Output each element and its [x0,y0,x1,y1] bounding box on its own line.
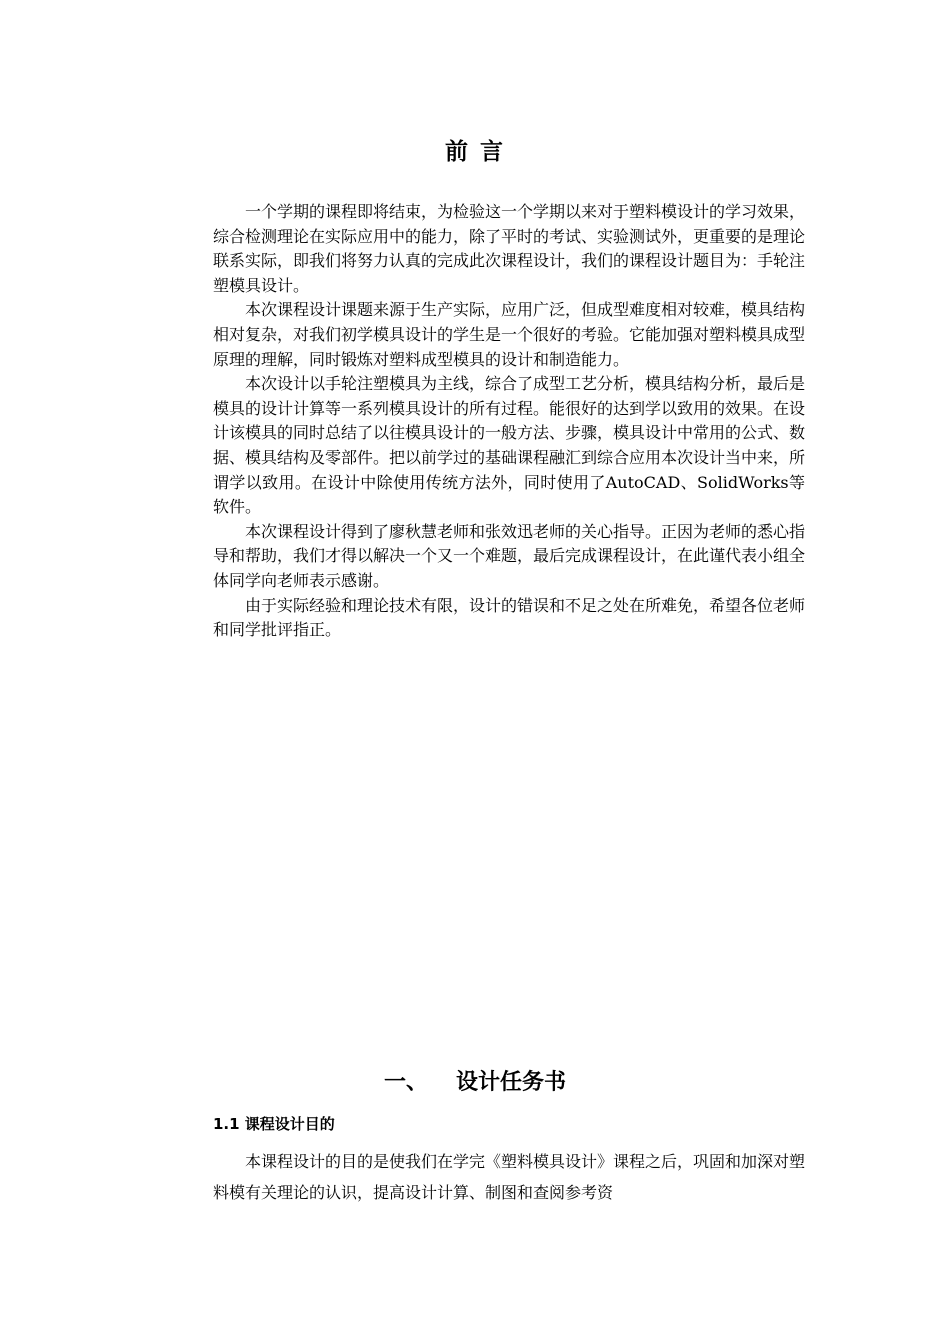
preface-paragraph: 本次课程设计得到了廖秋慧老师和张效迅老师的关心指导。正因为老师的悉心指导和帮助，我们才得以解决一个又一个难题，最后完成课程设计，在此谨代表小组全体同学向老师表示感谢。 [213,521,806,590]
chapter-title: 设计任务书 [456,1070,567,1095]
preface-body [213,200,805,643]
chapter-heading [0,1066,950,1100]
preface-paragraph: 一个学期的课程即将结束，为检验这一个学期以来对于塑料模设计的学习效果，综合检测理论在实际应用中的能力，除了平时的考试、实验测试外，更重要的是理论联系实际，即我们将努力认真的完成此次课程设计，我们的课程设计题目为：手轮注塑模具设计。 [213,202,806,295]
section-paragraph: 本课程设计的目的是使我们在学完《塑料模具设计》课程之后，巩固和加深对塑料模有关理论的认识，提高设计计算、制图和查阅参考资 [213,1152,806,1202]
section-heading: 1.1 课程设计目的 [213,1115,335,1133]
chapter-number: 一、 [383,1070,428,1095]
preface-paragraph: 本次设计以手轮注塑模具为主线，综合了成型工艺分析，模具结构分析，最后是模具的设计计算等一系列模具设计的所有过程。能很好的达到学以致用的效果。在设计该模具的同时总结了以往模具设计的一般方法、步骤，模具设计中常用的公式、数据、模具结构及零部件。把以前学过的基础课程融汇到综合应用本次设计当中来，所谓学以致用。在设计中除使用传统方法外，同时使用了AutoCAD、SolidWorks等软件。 [213,374,806,517]
preface-title: 前 言 [444,138,505,165]
section-body [213,1146,805,1208]
preface-paragraph: 本次课程设计课题来源于生产实际，应用广泛，但成型难度相对较难，模具结构相对复杂，对我们初学模具设计的学生是一个很好的考验。它能加强对塑料模具成型原理的理解，同时锻炼对塑料成型模具的设计和制造能力。 [213,300,806,369]
preface-paragraph: 由于实际经验和理论技术有限，设计的错误和不足之处在所难免，希望各位老师和同学批评指正。 [213,595,806,640]
